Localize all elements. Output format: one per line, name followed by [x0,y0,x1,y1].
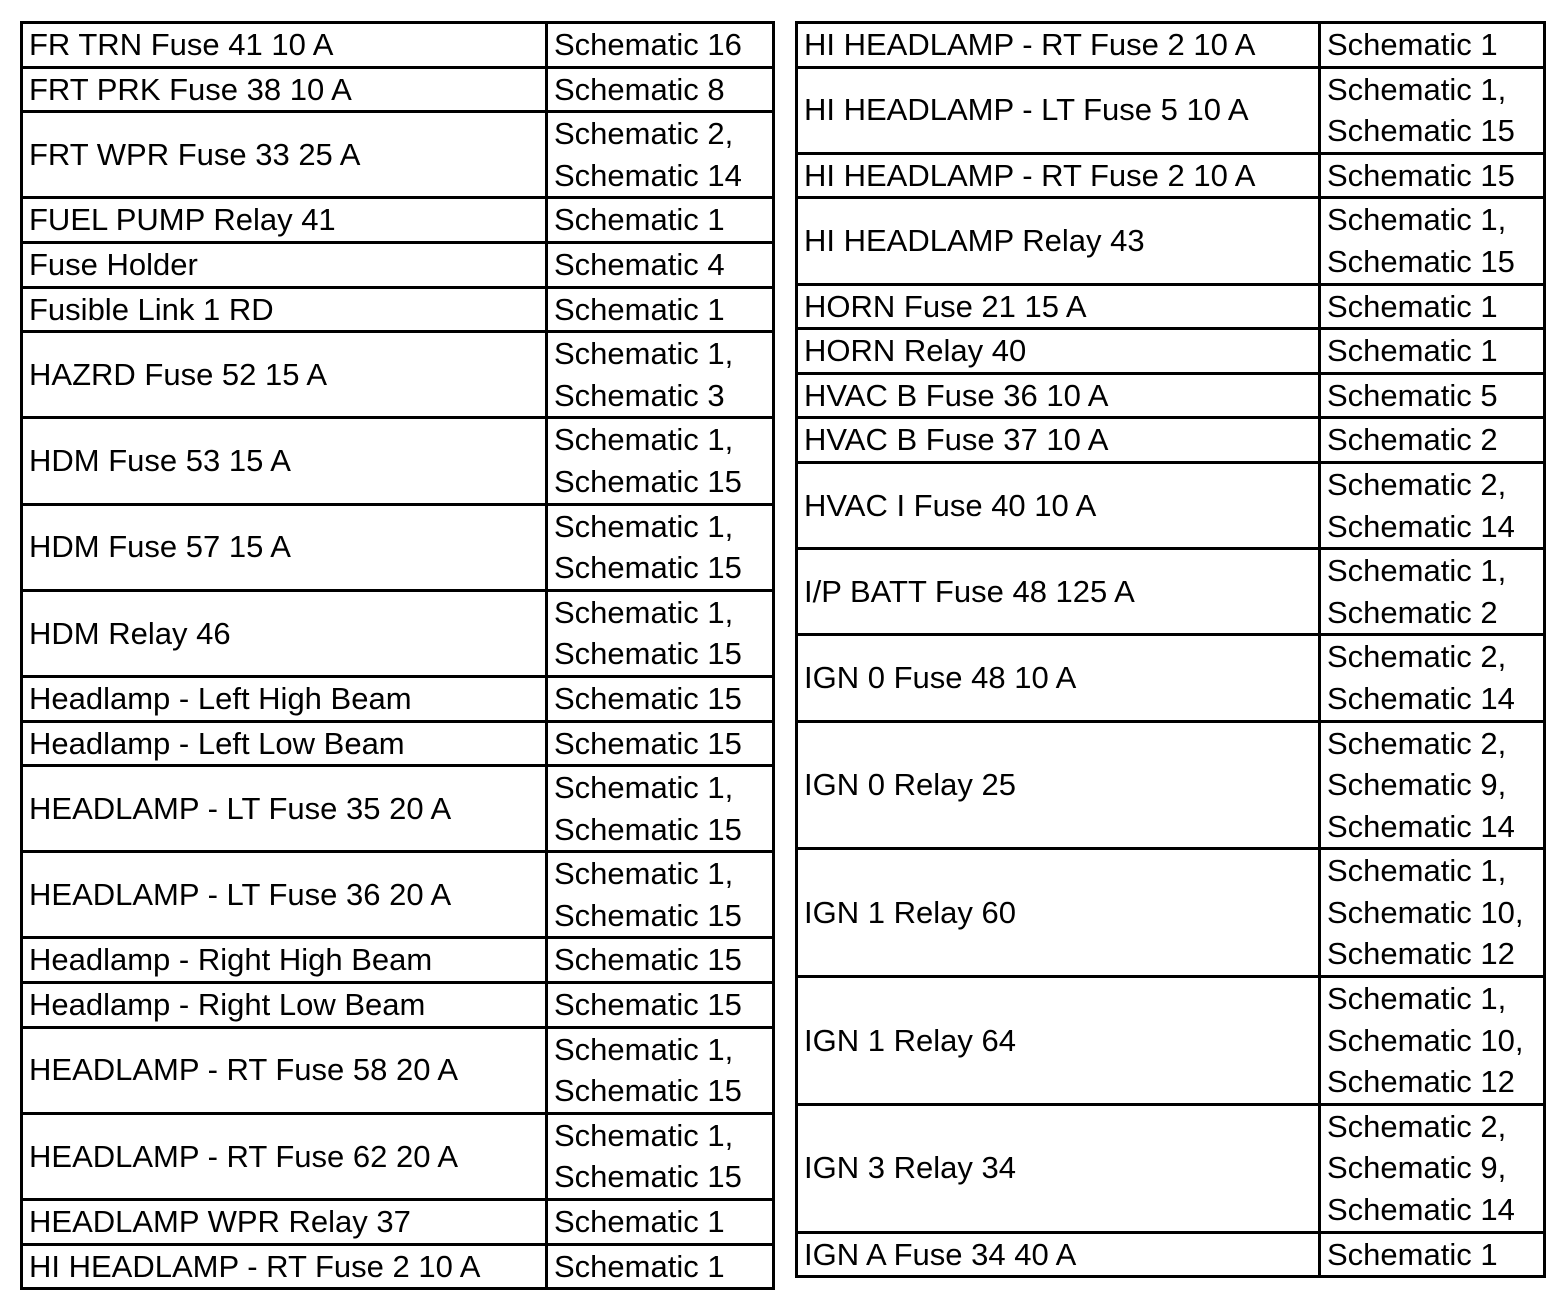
schematic-ref: Schematic 14 [1327,680,1515,716]
schematic-ref: Schematic 10, [1327,894,1524,930]
schematic-ref: Schematic 2, [1327,725,1507,761]
right-index-table [795,21,1546,1278]
schematic-ref: Schematic 1, [554,856,734,892]
left-table-body [22,23,774,1289]
table-row [22,590,774,676]
schematic-ref: Schematic 14 [554,157,742,193]
table-row [797,721,1545,849]
table-row [22,766,774,852]
schematic-ref-cell [547,676,774,721]
table-row [22,721,774,766]
schematic-ref-cell [547,766,774,852]
schematic-ref: Schematic 1 [1327,27,1498,62]
table-row [22,1200,774,1245]
schematic-ref: Schematic 5 [1327,377,1498,413]
schematic-ref-cell [1320,721,1545,849]
schematic-ref-cell [547,1244,774,1289]
schematic-ref: Schematic 1 [554,291,725,327]
schematic-ref-cell [547,198,774,243]
schematic-ref-cell [1320,1232,1545,1277]
component-name-cell: IGN 3 Relay 34 [797,1104,1320,1232]
component-name-cell: HDM Relay 46 [22,590,547,676]
schematic-ref: Schematic 1, [1327,853,1507,889]
schematic-ref-cell [1320,849,1545,977]
schematic-ref-cell [1320,153,1545,198]
component-name-cell: FR TRN Fuse 41 10 A [22,23,547,68]
component-name-cell: IGN 0 Fuse 48 10 A [797,635,1320,721]
component-name-cell: HEADLAMP - LT Fuse 35 20 A [22,766,547,852]
component-name-cell: Headlamp - Right Low Beam [22,983,547,1028]
component-name-cell: HEADLAMP - LT Fuse 36 20 A [22,852,547,938]
schematic-ref: Schematic 1 [554,1248,725,1284]
component-name-cell: FRT PRK Fuse 38 10 A [22,67,547,112]
schematic-ref-cell [1320,284,1545,329]
schematic-ref-cell [547,504,774,590]
right-table-body [797,23,1545,1277]
component-name-cell: HORN Fuse 21 15 A [797,284,1320,329]
schematic-ref: Schematic 2, [554,116,734,152]
component-name-cell: HVAC I Fuse 40 10 A [797,462,1320,548]
table-row [22,1027,774,1113]
schematic-ref: Schematic 9, [1327,1150,1507,1186]
schematic-ref: Schematic 15 [554,636,742,672]
table-row [22,504,774,590]
component-name-cell: HI HEADLAMP - LT Fuse 5 10 A [797,67,1320,153]
left-index-table [20,21,775,1290]
schematic-ref: Schematic 15 [554,463,742,499]
schematic-ref-cell [547,938,774,983]
schematic-ref: Schematic 16 [554,27,742,62]
schematic-ref: Schematic 1 [1327,333,1498,369]
table-row [797,67,1545,153]
schematic-ref-cell [1320,373,1545,418]
component-name-cell: HI HEADLAMP - RT Fuse 2 10 A [797,23,1320,68]
schematic-ref-cell [547,721,774,766]
schematic-ref-cell [1320,977,1545,1105]
component-name-cell: Fusible Link 1 RD [22,287,547,332]
schematic-ref: Schematic 14 [1327,508,1515,544]
component-name-cell: HI HEADLAMP - RT Fuse 2 10 A [797,153,1320,198]
component-name-cell: HORN Relay 40 [797,329,1320,374]
schematic-ref-cell [547,852,774,938]
schematic-ref: Schematic 15 [1327,157,1515,193]
component-name-cell: Headlamp - Left Low Beam [22,721,547,766]
table-row [797,23,1545,68]
schematic-ref-cell [1320,549,1545,635]
schematic-ref: Schematic 1, [1327,71,1507,107]
schematic-ref: Schematic 15 [554,1159,742,1195]
component-name-cell: HDM Fuse 57 15 A [22,504,547,590]
schematic-ref-cell [547,332,774,418]
table-row [797,849,1545,977]
schematic-ref: Schematic 2 [1327,422,1498,458]
schematic-ref: Schematic 1 [554,202,725,238]
table-row [22,1113,774,1199]
schematic-ref: Schematic 1 [1327,288,1498,324]
component-name-cell: Headlamp - Left High Beam [22,676,547,721]
table-row [797,462,1545,548]
schematic-ref: Schematic 15 [554,942,742,978]
component-name-cell: FUEL PUMP Relay 41 [22,198,547,243]
schematic-ref-cell [1320,23,1545,68]
table-row [797,198,1545,284]
schematic-ref-cell [547,67,774,112]
schematic-ref-cell [547,287,774,332]
schematic-ref-cell [1320,198,1545,284]
schematic-ref: Schematic 15 [554,897,742,933]
schematic-ref: Schematic 1 [1327,1236,1498,1272]
schematic-ref-cell [547,983,774,1028]
component-name-cell: HEADLAMP - RT Fuse 58 20 A [22,1027,547,1113]
schematic-ref: Schematic 1, [554,422,734,458]
schematic-ref-cell [547,112,774,198]
table-row [797,418,1545,463]
table-row [797,635,1545,721]
schematic-ref: Schematic 2, [1327,1108,1507,1144]
schematic-ref: Schematic 1, [554,508,734,544]
schematic-ref: Schematic 1, [1327,202,1507,238]
schematic-ref: Schematic 1 [554,1204,725,1240]
component-name-cell: IGN 1 Relay 64 [797,977,1320,1105]
table-row [22,23,774,68]
schematic-ref: Schematic 8 [554,71,725,107]
schematic-ref-cell [547,1027,774,1113]
table-row [22,938,774,983]
table-row [22,67,774,112]
schematic-ref-cell [547,23,774,68]
component-name-cell: HEADLAMP WPR Relay 37 [22,1200,547,1245]
schematic-ref: Schematic 15 [1327,243,1515,279]
schematic-ref-cell [1320,67,1545,153]
table-row [797,1232,1545,1277]
table-row [22,1244,774,1289]
schematic-ref: Schematic 1, [554,1031,734,1067]
schematic-ref: Schematic 2 [1327,594,1498,630]
component-name-cell: HAZRD Fuse 52 15 A [22,332,547,418]
schematic-ref: Schematic 15 [554,725,742,761]
schematic-ref: Schematic 15 [554,680,742,716]
schematic-ref: Schematic 14 [1327,1192,1515,1228]
schematic-ref-cell [547,242,774,287]
schematic-ref: Schematic 4 [554,246,725,282]
schematic-ref-cell [1320,635,1545,721]
component-name-cell: FRT WPR Fuse 33 25 A [22,112,547,198]
table-row [22,112,774,198]
component-name-cell: I/P BATT Fuse 48 125 A [797,549,1320,635]
table-row [22,198,774,243]
schematic-ref-cell [1320,329,1545,374]
schematic-ref-cell [1320,462,1545,548]
schematic-ref-cell [547,590,774,676]
table-row [22,852,774,938]
table-row [22,418,774,504]
component-name-cell: IGN A Fuse 34 40 A [797,1232,1320,1277]
schematic-ref: Schematic 9, [1327,767,1507,803]
schematic-ref: Schematic 1, [1327,553,1507,589]
table-row [22,287,774,332]
component-name-cell: IGN 0 Relay 25 [797,721,1320,849]
table-row [797,284,1545,329]
component-name-cell: HI HEADLAMP Relay 43 [797,198,1320,284]
component-name-cell: IGN 1 Relay 60 [797,849,1320,977]
table-row [797,1104,1545,1232]
schematic-ref: Schematic 15 [554,1073,742,1109]
schematic-ref: Schematic 1, [554,770,734,806]
schematic-ref-cell [547,1200,774,1245]
component-name-cell: HDM Fuse 53 15 A [22,418,547,504]
schematic-ref: Schematic 10, [1327,1022,1524,1058]
table-row [797,329,1545,374]
schematic-ref-cell [1320,1104,1545,1232]
component-name-cell: HI HEADLAMP - RT Fuse 2 10 A [22,1244,547,1289]
schematic-ref-cell [1320,418,1545,463]
schematic-ref-cell [547,1113,774,1199]
table-row [797,153,1545,198]
schematic-ref: Schematic 2, [1327,639,1507,675]
table-row [22,983,774,1028]
schematic-ref: Schematic 1, [1327,981,1507,1017]
schematic-ref: Schematic 3 [554,377,725,413]
schematic-ref: Schematic 15 [1327,113,1515,149]
schematic-ref: Schematic 1, [554,1117,734,1153]
schematic-ref: Schematic 1, [554,594,734,630]
schematic-ref: Schematic 2, [1327,466,1507,502]
component-name-cell: Fuse Holder [22,242,547,287]
schematic-ref: Schematic 15 [554,987,742,1023]
schematic-ref: Schematic 1, [554,336,734,372]
component-name-cell: HVAC B Fuse 37 10 A [797,418,1320,463]
component-name-cell: HEADLAMP - RT Fuse 62 20 A [22,1113,547,1199]
schematic-ref: Schematic 15 [554,550,742,586]
component-name-cell: Headlamp - Right High Beam [22,938,547,983]
schematic-ref: Schematic 15 [554,811,742,847]
schematic-ref: Schematic 14 [1327,808,1515,844]
schematic-ref: Schematic 12 [1327,1064,1515,1100]
table-row [797,549,1545,635]
schematic-ref-cell [547,418,774,504]
table-row [797,373,1545,418]
table-row [22,676,774,721]
table-row [22,332,774,418]
schematic-ref: Schematic 12 [1327,936,1515,972]
table-row [797,977,1545,1105]
table-row [22,242,774,287]
component-name-cell: HVAC B Fuse 36 10 A [797,373,1320,418]
